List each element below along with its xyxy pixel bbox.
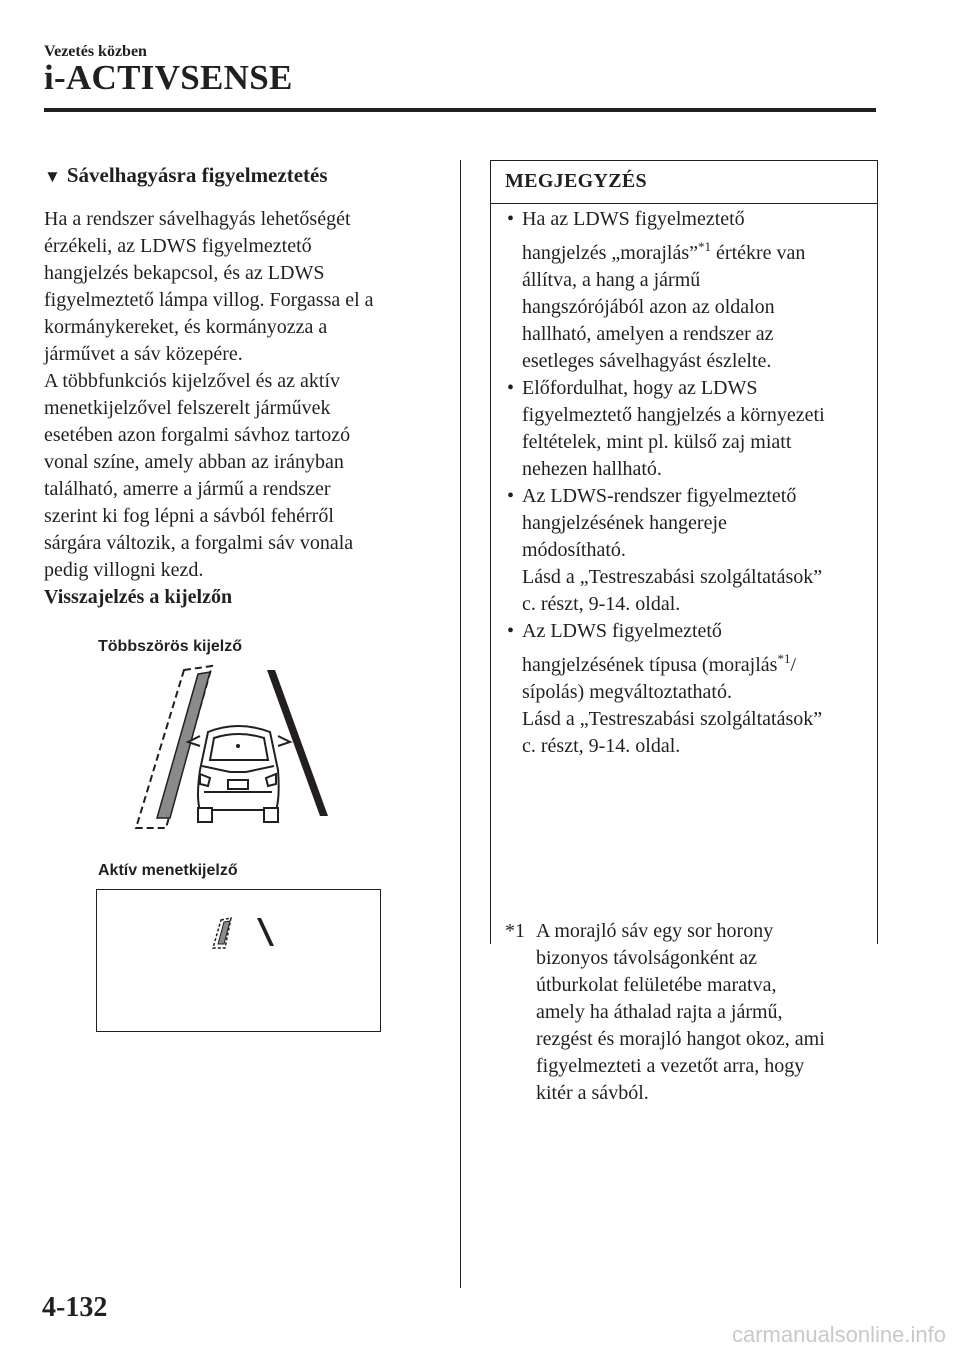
note-item-rumble-speaker [505, 206, 867, 375]
multi-display-illustration [130, 662, 340, 834]
bullet-icon: • [507, 208, 515, 230]
car-rear-icon [188, 726, 290, 822]
header-rule [44, 108, 876, 112]
note-item-text: Ha az LDWS figyelmeztető hangjelzés „morajlás” [522, 208, 745, 264]
active-display-illustration [97, 890, 380, 1031]
paragraph-display-behavior: A többfunkciós kijelzővel és az aktív menetkijelzővel felszerelt járművek esetében azon forgalmi sávhoz tartozó vonal színe, amely abban az irányban található, amerre a jármű a rendszer szerint ki fog lépni a sávból fehérről sárgára változik, a forgalmi sáv vonala pedig villogni kezd. [44, 370, 354, 581]
note-top-border [491, 160, 877, 161]
footnote-text: A morajló sáv egy sor horony bizonyos távolságonként az útburkolat felületébe maratva, amely ha áthalad rajta a jármű, rezgést és morajló hangot okoz, ami figyelmezteti a vezetőt arra, hogy kitér a sávból. [536, 920, 825, 1104]
section-heading-text: Sávelhagyásra figyelmeztetés [66, 163, 328, 187]
note-item-text: értékre van állítva, a hang a jármű hangszórójából azon az oldalon hallható, amelyen a rendszer az esetleges sávelhagyást észlelte. [522, 242, 806, 372]
footnote-ref: *1 [777, 651, 791, 666]
paragraph-warning-behavior: Ha a rendszer sávelhagyás lehetőségét érzékeli, az LDWS figyelmeztető hangjelzés bekapcsol, és az LDWS figyelmeztető lámpa villog. Forgassa el a kormánykereket, és kormányozza a járművet a sáv közepére. [44, 208, 374, 365]
section-heading [44, 160, 424, 192]
footnote-marker: *1 [505, 920, 525, 942]
display-feedback-heading: Visszajelzés a kijelzőn [44, 586, 233, 608]
note-item-sound-type [505, 618, 867, 760]
triangle-marker-icon: ▼ [44, 167, 61, 186]
chapter-title: i-ACTIVSENSE [44, 58, 293, 97]
active-display-frame [96, 889, 381, 1032]
left-lane-line-flashing [213, 918, 231, 948]
multi-display-label: Többszörös kijelző [98, 638, 243, 655]
note-item-text: Az LDWS-rendszer figyelmeztető hangjelzésének hangereje módosítható. Lásd a „Testreszabási szolgáltatások” c. részt, 9-14. oldal. [522, 485, 823, 615]
page-number: 4-132 [42, 1292, 108, 1323]
note-list [505, 206, 867, 760]
note-item-volume [505, 483, 867, 618]
column-divider [460, 160, 461, 1288]
active-display-label: Aktív menetkijelző [98, 862, 238, 879]
note-separator [491, 203, 877, 204]
watermark: carmanualsonline.info [731, 1322, 946, 1347]
note-item-text: / sípolás) megváltoztatható. Lásd a „Testreszabási szolgáltatások” c. részt, 9-14. oldal. [522, 654, 823, 757]
bullet-icon: • [507, 620, 515, 642]
footnote-ref: *1 [698, 239, 712, 254]
footnote [505, 918, 867, 1107]
note-item-text: Az LDWS figyelmeztető hangjelzésének típusa (morajlás [522, 620, 778, 676]
note-item-hard-to-hear [505, 375, 867, 483]
right-lane-line [257, 918, 274, 946]
running-head: Vezetés közben [44, 43, 147, 60]
note-title: MEGJEGYZÉS [505, 170, 647, 192]
note-item-text: Előfordulhat, hogy az LDWS figyelmeztető hangjelzés a környezeti feltételek, mint pl. külső zaj miatt nehezen hallható. [522, 377, 825, 480]
bullet-icon: • [507, 485, 515, 507]
bullet-icon: • [507, 377, 515, 399]
left-column [44, 160, 424, 611]
note-box [490, 160, 878, 1104]
